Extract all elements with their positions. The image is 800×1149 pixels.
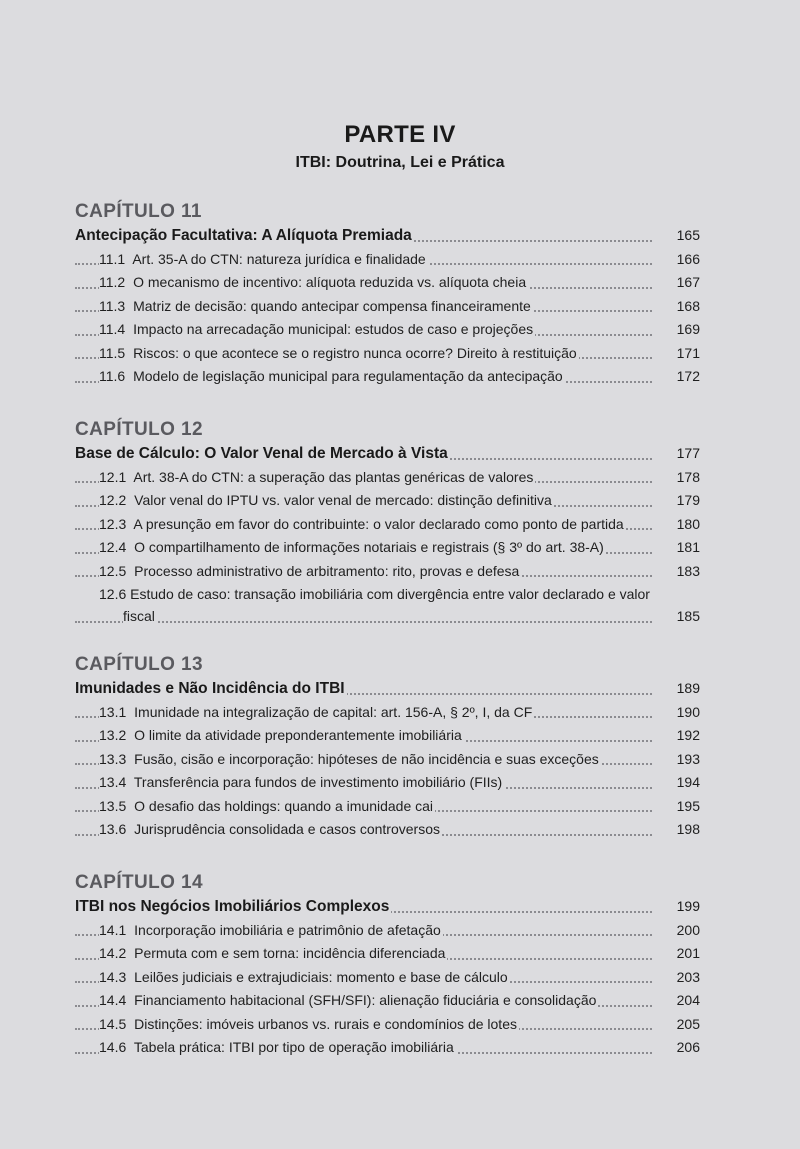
- page-number: 181: [660, 536, 700, 560]
- toc-entry[interactable]: [75, 1036, 700, 1060]
- section-number: 11.1: [99, 250, 126, 267]
- page-number: 177: [660, 442, 700, 466]
- page-number: 200: [660, 919, 700, 943]
- toc-entry[interactable]: [75, 271, 700, 295]
- page-number: 171: [660, 342, 700, 366]
- chapter-title: Antecipação Facultativa: A Alíquota Premiada: [75, 227, 412, 244]
- page-number: 178: [660, 466, 700, 490]
- section-number: 14.5: [99, 1015, 127, 1032]
- chapter-title: Base de Cálculo: O Valor Venal de Mercado à Vista: [75, 445, 448, 462]
- page-number: 166: [660, 248, 700, 272]
- page-number: 165: [660, 224, 700, 248]
- section-title: Riscos: o que acontece se o registro nunca ocorre? Direito à restituição: [133, 344, 577, 361]
- toc-entry[interactable]: [75, 560, 700, 584]
- page-number: 198: [660, 818, 700, 842]
- part-header: [0, 120, 800, 174]
- chapter-label: CAPÍTULO 13: [75, 654, 203, 675]
- page-number: 201: [660, 942, 700, 966]
- page-number: 204: [660, 989, 700, 1013]
- section-title: Jurisprudência consolidada e casos controversos: [134, 821, 440, 837]
- page-number: 199: [660, 895, 700, 919]
- page-number: 189: [660, 677, 700, 701]
- toc-entry-continuation[interactable]: [75, 605, 700, 629]
- toc-entry[interactable]: [75, 919, 700, 943]
- section-title: Imunidade na integralização de capital: art. 156-A, § 2º, I, da CF: [134, 703, 533, 720]
- section-number: 14.4: [99, 992, 127, 1008]
- chapter-title: ITBI nos Negócios Imobiliários Complexos: [75, 898, 390, 915]
- toc-entry[interactable]: [75, 536, 700, 560]
- chapter-title: Imunidades e Não Incidência do ITBI: [75, 680, 345, 697]
- section-title: Matriz de decisão: quando antecipar compensa financeiramente: [133, 297, 531, 314]
- toc-entry[interactable]: [75, 818, 700, 842]
- chapter-title-row[interactable]: [75, 677, 700, 701]
- section-number: 12.2: [99, 492, 127, 508]
- section-title: O limite da atividade preponderantemente imobiliária: [134, 727, 462, 743]
- section-number: 14.6: [99, 1039, 127, 1055]
- toc-entry[interactable]: [75, 318, 700, 342]
- section-number: 13.6: [99, 821, 127, 837]
- toc-entry[interactable]: [75, 771, 700, 795]
- toc-entry[interactable]: [75, 365, 700, 389]
- section-title: Distinções: imóveis urbanos vs. rurais e condomínios de lotes: [134, 1015, 517, 1032]
- section-number: 12.5: [99, 562, 127, 579]
- section-number: 14.2: [99, 945, 127, 961]
- section-number: 13.4: [99, 774, 127, 790]
- section-number: 11.2: [99, 274, 126, 290]
- page-number: 193: [660, 748, 700, 772]
- page-number: 179: [660, 489, 700, 513]
- chapter-label: CAPÍTULO 14: [75, 872, 203, 893]
- toc-entry[interactable]: [75, 748, 700, 772]
- toc-entry[interactable]: [75, 942, 700, 966]
- section-number: 11.4: [99, 321, 126, 337]
- part-title: PARTE IV: [344, 121, 456, 148]
- page-number: 185: [660, 605, 700, 629]
- section-number: 12.6: [99, 586, 127, 602]
- toc-entry[interactable]: [75, 489, 700, 513]
- section-number: 12.4: [99, 539, 127, 555]
- toc-entry-multiline[interactable]: [75, 583, 700, 605]
- page-number: 203: [660, 966, 700, 990]
- chapter-12: [75, 418, 700, 629]
- section-title: A presunção em favor do contribuinte: o valor declarado como ponto de partida: [133, 515, 624, 532]
- section-title-continuation: fiscal: [123, 608, 155, 624]
- chapter-label: CAPÍTULO 11: [75, 201, 202, 222]
- toc-entry[interactable]: [75, 724, 700, 748]
- page-number: 192: [660, 724, 700, 748]
- section-title: O mecanismo de incentivo: alíquota reduzida vs. alíquota cheia: [133, 274, 527, 290]
- page-number: 206: [660, 1036, 700, 1060]
- toc-entry[interactable]: [75, 989, 700, 1013]
- toc-entry[interactable]: [75, 248, 700, 272]
- chapter-11: [75, 200, 700, 389]
- section-number: 13.5: [99, 797, 127, 814]
- section-number: 13.2: [99, 727, 127, 743]
- chapter-title-row[interactable]: [75, 442, 700, 466]
- section-number: 12.3: [99, 515, 127, 532]
- section-title: Tabela prática: ITBI por tipo de operação imobiliária: [133, 1039, 454, 1055]
- chapter-14: [75, 871, 700, 1060]
- toc-entry[interactable]: [75, 966, 700, 990]
- section-number: 11.5: [99, 344, 126, 361]
- toc-entry[interactable]: [75, 795, 700, 819]
- section-number: 13.3: [99, 750, 127, 767]
- section-title: O desafio das holdings: quando a imunidade cai: [134, 797, 434, 814]
- section-number: 11.3: [99, 297, 126, 314]
- chapter-title-row[interactable]: [75, 224, 700, 248]
- page-number: 172: [660, 365, 700, 389]
- toc-entry[interactable]: [75, 295, 700, 319]
- section-title: Art. 38-A do CTN: a superação das plantas genéricas de valores: [133, 468, 534, 485]
- section-title: Processo administrativo de arbitramento: rito, provas e defesa: [134, 562, 520, 579]
- page-number: 194: [660, 771, 700, 795]
- section-title: Leilões judiciais e extrajudiciais: momento e base de cálculo: [134, 968, 508, 985]
- section-number: 14.1: [99, 921, 127, 938]
- section-number: 12.1: [99, 468, 127, 485]
- section-number: 13.1: [99, 703, 127, 720]
- section-title: Estudo de caso: transação imobiliária com divergência entre valor declarado e valor: [130, 586, 650, 602]
- page-number: 168: [660, 295, 700, 319]
- section-title: Modelo de legislação municipal para regulamentação da antecipação: [133, 368, 563, 384]
- toc-entry[interactable]: [75, 701, 700, 725]
- part-subtitle: ITBI: Doutrina, Lei e Prática: [295, 154, 505, 171]
- section-title: Incorporação imobiliária e patrimônio de afetação: [134, 921, 441, 938]
- section-title: O compartilhamento de informações notariais e registrais (§ 3º do art. 38-A): [134, 539, 604, 555]
- chapter-label: CAPÍTULO 12: [75, 419, 203, 440]
- section-title: Art. 35-A do CTN: natureza jurídica e finalidade: [132, 250, 426, 267]
- chapter-title-row[interactable]: [75, 895, 700, 919]
- section-title: Impacto na arrecadação municipal: estudos de caso e projeções: [133, 321, 534, 337]
- toc-entry[interactable]: [75, 1013, 700, 1037]
- page-number: 169: [660, 318, 700, 342]
- toc-entry[interactable]: [75, 342, 700, 366]
- page-number: 205: [660, 1013, 700, 1037]
- section-title: Transferência para fundos de investimento imobiliário (FIIs): [133, 774, 503, 790]
- section-title: Valor venal do IPTU vs. valor venal de mercado: distinção definitiva: [134, 492, 552, 508]
- page-number: 167: [660, 271, 700, 295]
- section-number: 11.6: [99, 368, 126, 384]
- toc-entry[interactable]: [75, 466, 700, 490]
- page-number: 183: [660, 560, 700, 584]
- page-number: 195: [660, 795, 700, 819]
- section-title: Fusão, cisão e incorporação: hipóteses de não incidência e suas exceções: [134, 750, 599, 767]
- page-number: 180: [660, 513, 700, 537]
- section-title: Financiamento habitacional (SFH/SFI): alienação fiduciária e consolidação: [134, 992, 597, 1008]
- section-title: Permuta com e sem torna: incidência diferenciada: [134, 945, 446, 961]
- toc-entry[interactable]: [75, 513, 700, 537]
- section-number: 14.3: [99, 968, 127, 985]
- chapter-13: [75, 653, 700, 842]
- page-number: 190: [660, 701, 700, 725]
